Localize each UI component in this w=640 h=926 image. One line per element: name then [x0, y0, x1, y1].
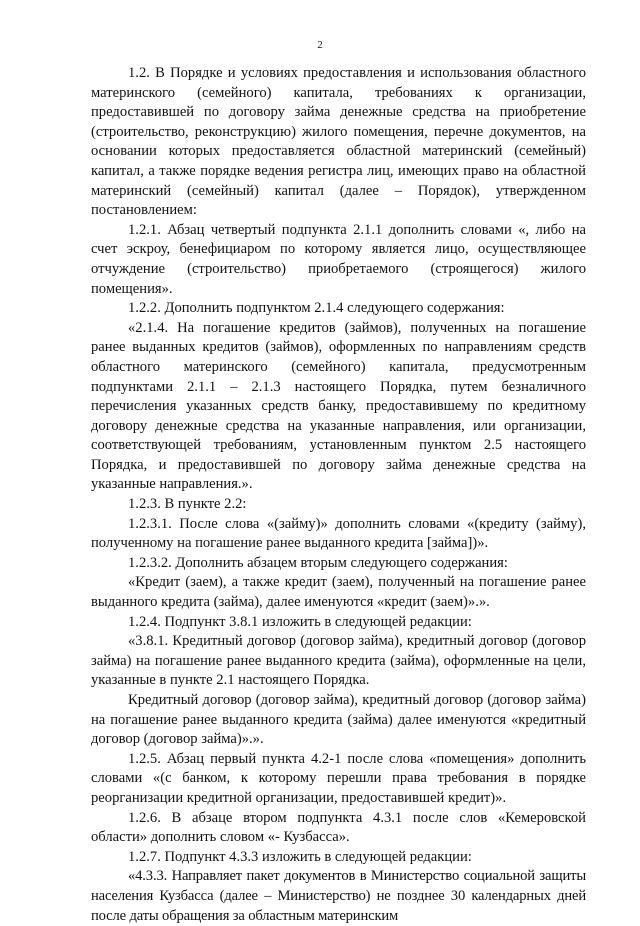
document-body — [91, 64, 586, 926]
paragraph-1-2-3: 1.2.3. В пункте 2.2: — [128, 496, 247, 513]
page-number: 2 — [317, 39, 323, 51]
quote-credit-loan: «Кредит (заем), а также кредит (заем), полученный на погашение ранее выданного кредита (займа), далее именуются «кредит (заем)».». — [91, 574, 586, 611]
paragraph-1-2-5: 1.2.5. Абзац первый пункта 4.2-1 после слова «помещения» дополнить словами «(с банком, к которому перешли права требования в порядке реорганизации кредитной организации, предоставившей кредит)». — [91, 750, 586, 806]
quote-credit-agreement: Кредитный договор (договор займа), кредитный договор (договор займа) на погашение ранее выданного кредита (займа) далее именуются «кредитный договор (договор займа)».». — [91, 692, 586, 748]
quote-4-3-3: «4.3.3. Направляет пакет документов в Министерство социальной защиты населения Кузбасса (далее – Министерство) не позднее 30 календарных дней после даты обращения за областным материнским — [91, 868, 586, 924]
paragraph-1-2-3-2: 1.2.3.2. Дополнить абзацем вторым следующего содержания: — [128, 554, 508, 571]
quote-2-1-4: «2.1.4. На погашение кредитов (займов), полученных на погашение ранее выданных кредитов (займов), оформленных по направлениям средств областного материнского (семейного) капитала, предусмотренным подпунктами 2.1.1 – 2.1.3 настоящего Порядка, путем безналичного перечисления указанных средств банку, предоставившему по кредитному договору денежные средства на указанные направления, или организации, соответствующей требованиям, установленным пунктом 2.5 настоящего Порядка, и предоставившей по договору займа денежные средства на указанные направления.». — [91, 319, 586, 493]
paragraph-1-2-3-1: 1.2.3.1. После слова «(займу)» дополнить словами «(кредиту (займу), полученному на погашение ранее выданного кредита [займа])». — [91, 515, 586, 552]
paragraph-1-2-2: 1.2.2. Дополнить подпунктом 2.1.4 следующего содержания: — [128, 300, 505, 317]
quote-3-8-1: «3.8.1. Кредитный договор (договор займа), кредитный договор (договор займа) на погашение ранее выданного кредита (займа), оформленные на цели, указанные в пункте 2.1 настоящего Порядка. — [91, 633, 586, 689]
paragraph-1-2-6: 1.2.6. В абзаце втором подпункта 4.3.1 после слов «Кемеровской области» дополнить словом «- Кузбасса». — [91, 809, 586, 846]
paragraph-1-2-1: 1.2.1. Абзац четвертый подпункта 2.1.1 дополнить словами «, либо на счет эскроу, бенефициаром по которому является лицо, осуществляющее отчуждение (строительство) приобретаемого (строящегося) жилого помещения». — [91, 221, 586, 297]
paragraph-1-2-4: 1.2.4. Подпункт 3.8.1 изложить в следующей редакции: — [128, 613, 472, 630]
paragraph-1-2-7: 1.2.7. Подпункт 4.3.3 изложить в следующей редакции: — [128, 848, 472, 865]
paragraph-1-2: 1.2. В Порядке и условиях предоставления и использования областного материнского (семейного) капитала, требованиях к организации, предоставившей по договору займа денежные средства на приобретение (строительство, реконструкцию) жилого помещения, перечне документов, на основании которых предоставляется областной материнский (семейный) капитал, а также порядке ведения регистра лиц, имеющих право на областной материнский (семейный) капитал (далее – Порядок), утвержденном постановлением: — [91, 65, 586, 219]
